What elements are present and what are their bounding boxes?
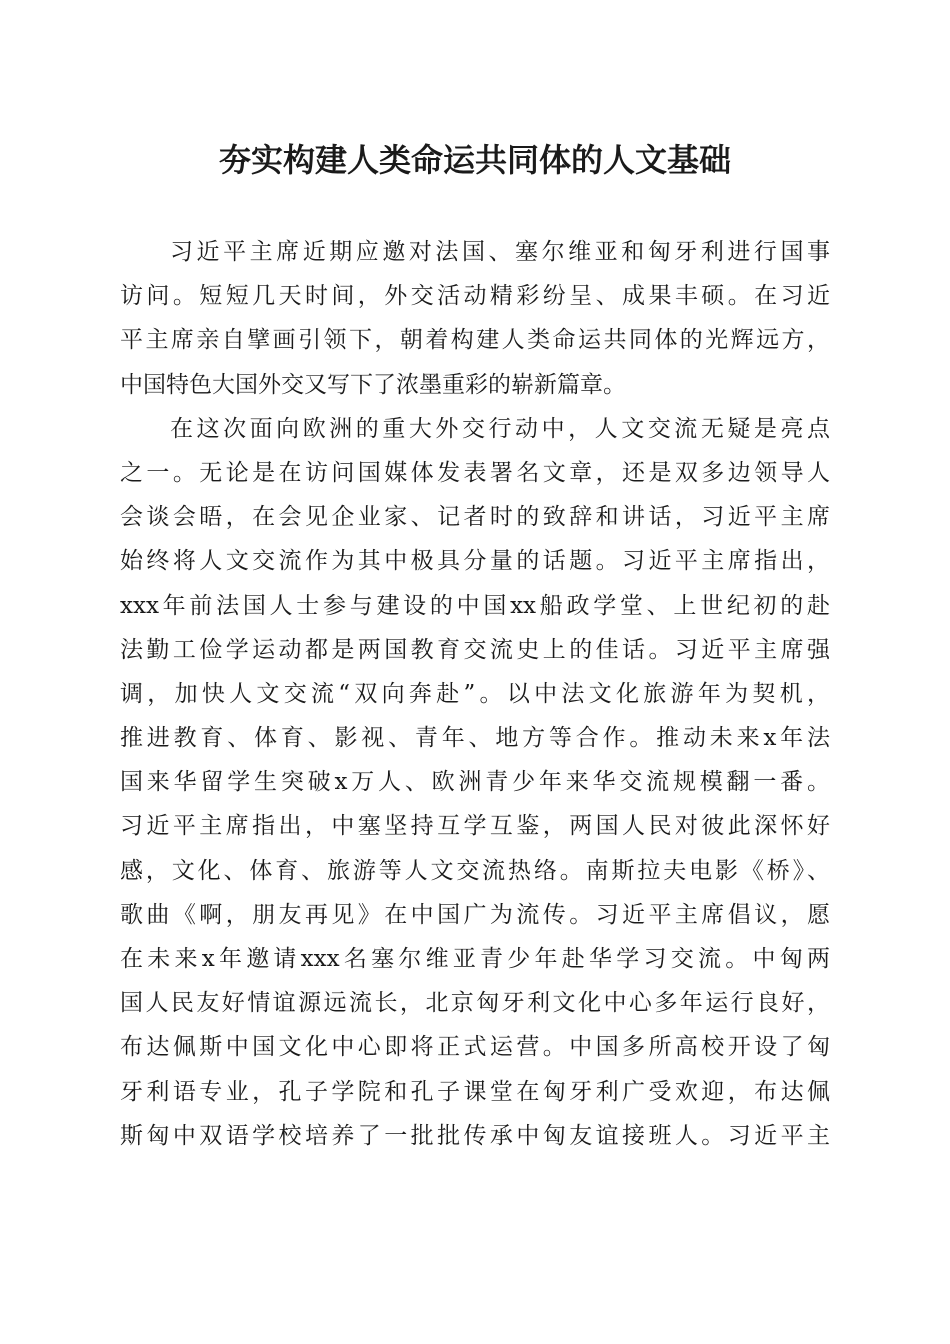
paragraph-2-line-17: 斯匈中双语学校培养了一批批传承中匈友谊接班人。习近平主 [120,1122,830,1149]
paragraph-1-line-2: 访问。短短几天时间，外交活动精彩纷呈、成果丰硕。在习近 [120,283,830,310]
paragraph-1-line-4: 中国特色大国外交又写下了浓墨重彩的崭新篇章。 [120,371,626,398]
paragraph-2-line-5: xxx年前法国人士参与建设的中国xx船政学堂、上世纪初的赴 [120,592,830,619]
paragraph-2-line-16: 牙利语专业，孔子学院和孔子课堂在匈牙利广受欢迎，布达佩 [120,1078,830,1105]
paragraph-2-line-10: 习近平主席指出，中塞坚持互学互鉴，两国人民对彼此深怀好 [120,813,830,840]
paragraph-2-line-13: 在未来x年邀请xxx名塞尔维亚青少年赴华学习交流。中匈两 [120,946,830,972]
paragraph-2-line-15: 布达佩斯中国文化中心即将正式运营。中国多所高校开设了匈 [120,1034,830,1061]
paragraph-2-line-14: 国人民友好情谊源远流长，北京匈牙利文化中心多年运行良好， [120,990,830,1017]
paragraph-2-line-4: 始终将人文交流作为其中极具分量的话题。习近平主席指出， [120,548,830,575]
paragraph-2-line-1: 在这次面向欧洲的重大外交行动中，人文交流无疑是亮点 [170,415,830,442]
paragraph-2-line-7: 调，加快人文交流“双向奔赴”。以中法文化旅游年为契机， [120,680,830,707]
paragraph-1-line-1: 习近平主席近期应邀对法国、塞尔维亚和匈牙利进行国事 [170,239,830,265]
document-title: 夯实构建人类命运共同体的人文基础 [218,141,731,179]
paragraph-2-line-9: 国来华留学生突破x万人、欧洲青少年来华交流规模翻一番。 [120,769,830,796]
paragraph-2-line-3: 会谈会晤，在会见企业家、记者时的致辞和讲话，习近平主席 [120,504,830,531]
paragraph-2-line-11: 感，文化、体育、旅游等人文交流热络。南斯拉夫电影《桥》、 [120,857,830,884]
document-body [120,230,830,1158]
paragraph-2-line-12: 歌曲《啊，朋友再见》在中国广为流传。习近平主席倡议，愿 [120,901,830,928]
paragraph-2-line-6: 法勤工俭学运动都是两国教育交流史上的佳话。习近平主席强 [120,636,830,663]
paragraph-2-line-2: 之一。无论是在访问国媒体发表署名文章，还是双多边领导人 [120,459,830,486]
paragraph-2-line-8: 推进教育、体育、影视、青年、地方等合作。推动未来x年法 [120,725,830,752]
paragraph-1-line-3: 平主席亲自擘画引领下，朝着构建人类命运共同体的光辉远方， [120,327,830,354]
